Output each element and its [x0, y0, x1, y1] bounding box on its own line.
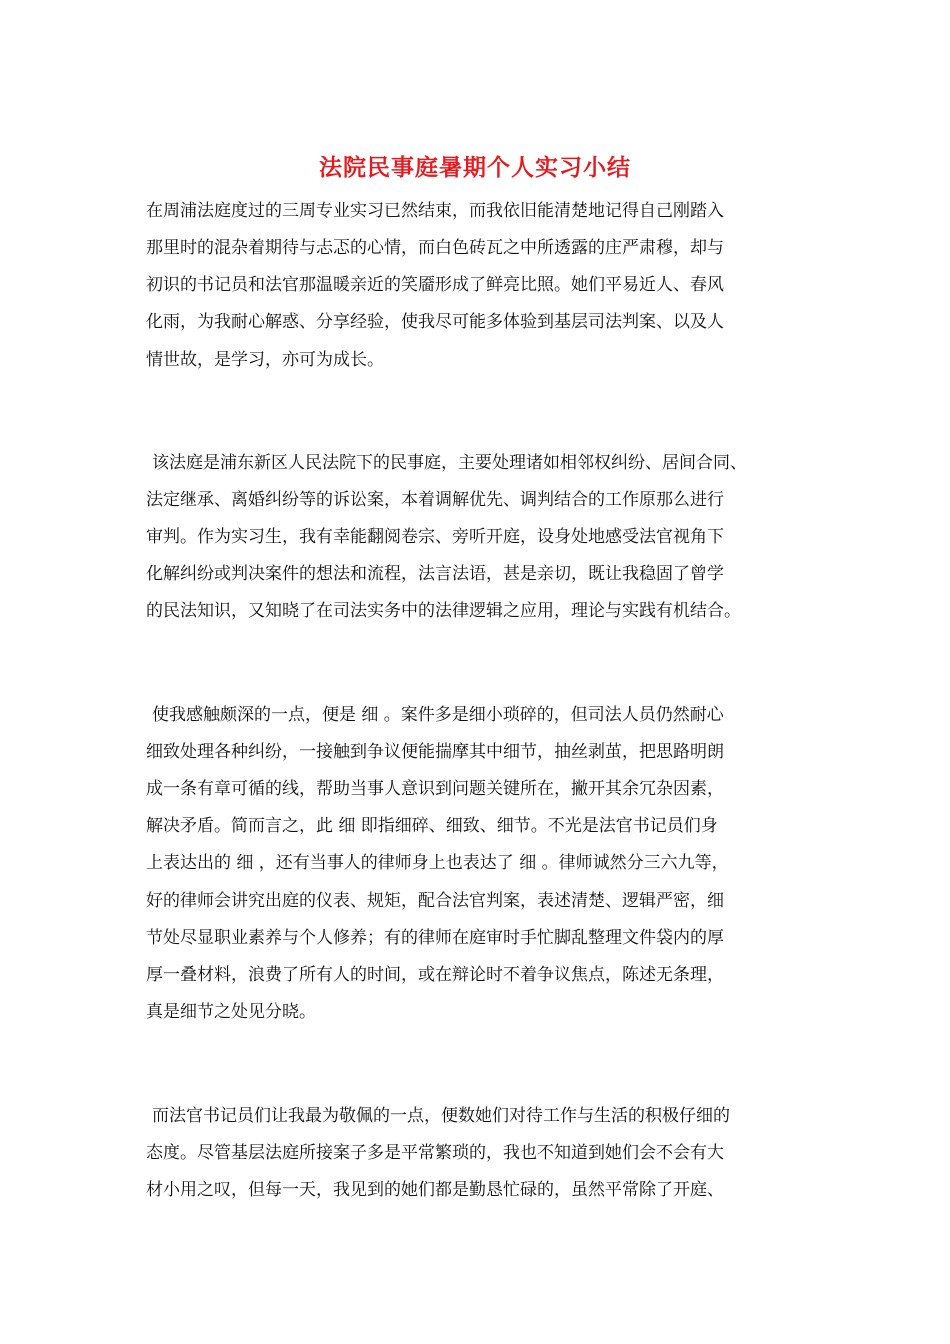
paragraph-3-line-2: 细致处理各种纠纷，一接触到争议便能揣摩其中细节，抽丝剥茧，把思路明朗	[146, 742, 724, 762]
paragraph-3-line-7: 节处尽显职业素养与个人修养；有的律师在庭审时手忙脚乱整理文件袋内的厚	[146, 928, 724, 948]
paragraph-1-line-1: 在周浦法庭度过的三周专业实习已然结束，而我依旧能清楚地记得自己刚踏入	[146, 201, 724, 221]
paragraph-3-line-4: 解决矛盾。简而言之，此 细 即指细碎、细致、细节。不光是法官书记员们身	[146, 816, 718, 836]
paragraph-2-line-2: 法定继承、离婚纠纷等的诉讼案，本着调解优先、调判结合的工作原那么进行	[146, 490, 724, 510]
paragraph-3-line-5: 上表达出的 细 ，还有当事人的律师身上也表达了 细 。律师诚然分三六九等，	[146, 853, 729, 873]
paragraph-3-line-6: 好的律师会讲究出庭的仪表、规矩，配合法官判案，表述清楚、逻辑严密，细	[146, 891, 724, 911]
paragraph-1-line-4: 化雨，为我耐心解惑、分享经验，使我尽可能多体验到基层司法判案、以及人	[146, 312, 724, 332]
paragraph-3-line-3: 成一条有章可循的线，帮助当事人意识到问题关键所在，撇开其余冗杂因素，	[146, 779, 724, 799]
paragraph-3-line-9: 真是细节之处见分晓。	[146, 1002, 316, 1022]
paragraph-2-line-5: 的民法知识，又知晓了在司法实务中的法律逻辑之应用，理论与实践有机结合。	[146, 601, 741, 621]
paragraph-1-line-3: 初识的书记员和法官那温暖亲近的笑靥形成了鲜亮比照。她们平易近人、春风	[146, 275, 724, 295]
paragraph-4-line-3: 材小用之叹，但每一天，我见到的她们都是勤恳忙碌的，虽然平常除了开庭、	[146, 1180, 724, 1200]
paragraph-3-line-1: 使我感触颇深的一点，便是 细 。案件多是细小琐碎的，但司法人员仍然耐心	[152, 705, 724, 725]
paragraph-3-line-8: 厚一叠材料，浪费了所有人的时间，或在辩论时不着争议焦点，陈述无条理，	[146, 965, 724, 985]
paragraph-2-line-4: 化解纠纷或判决案件的想法和流程，法言法语，甚是亲切，既让我稳固了曾学	[146, 564, 724, 584]
paragraph-2-line-1: 该法庭是浦东新区人民法院下的民事庭，主要处理诸如相邻权纠纷、居间合同、	[152, 453, 747, 473]
paragraph-2-line-3: 审判。作为实习生，我有幸能翻阅卷宗、旁听开庭，设身处地感受法官视角下	[146, 527, 724, 547]
paragraph-1-line-2: 那里时的混杂着期待与忐忑的心情，而白色砖瓦之中所透露的庄严肃穆，却与	[146, 238, 724, 258]
paragraph-1-line-5: 情世故，是学习，亦可为成长。	[146, 350, 384, 370]
document-title: 法院民事庭暑期个人实习小结	[319, 154, 631, 181]
paragraph-4-line-2: 态度。尽管基层法庭所接案子多是平常繁琐的，我也不知道到她们会不会有大	[146, 1143, 724, 1163]
paragraph-4-line-1: 而法官书记员们让我最为敬佩的一点，便数她们对待工作与生活的积极仔细的	[152, 1106, 730, 1126]
